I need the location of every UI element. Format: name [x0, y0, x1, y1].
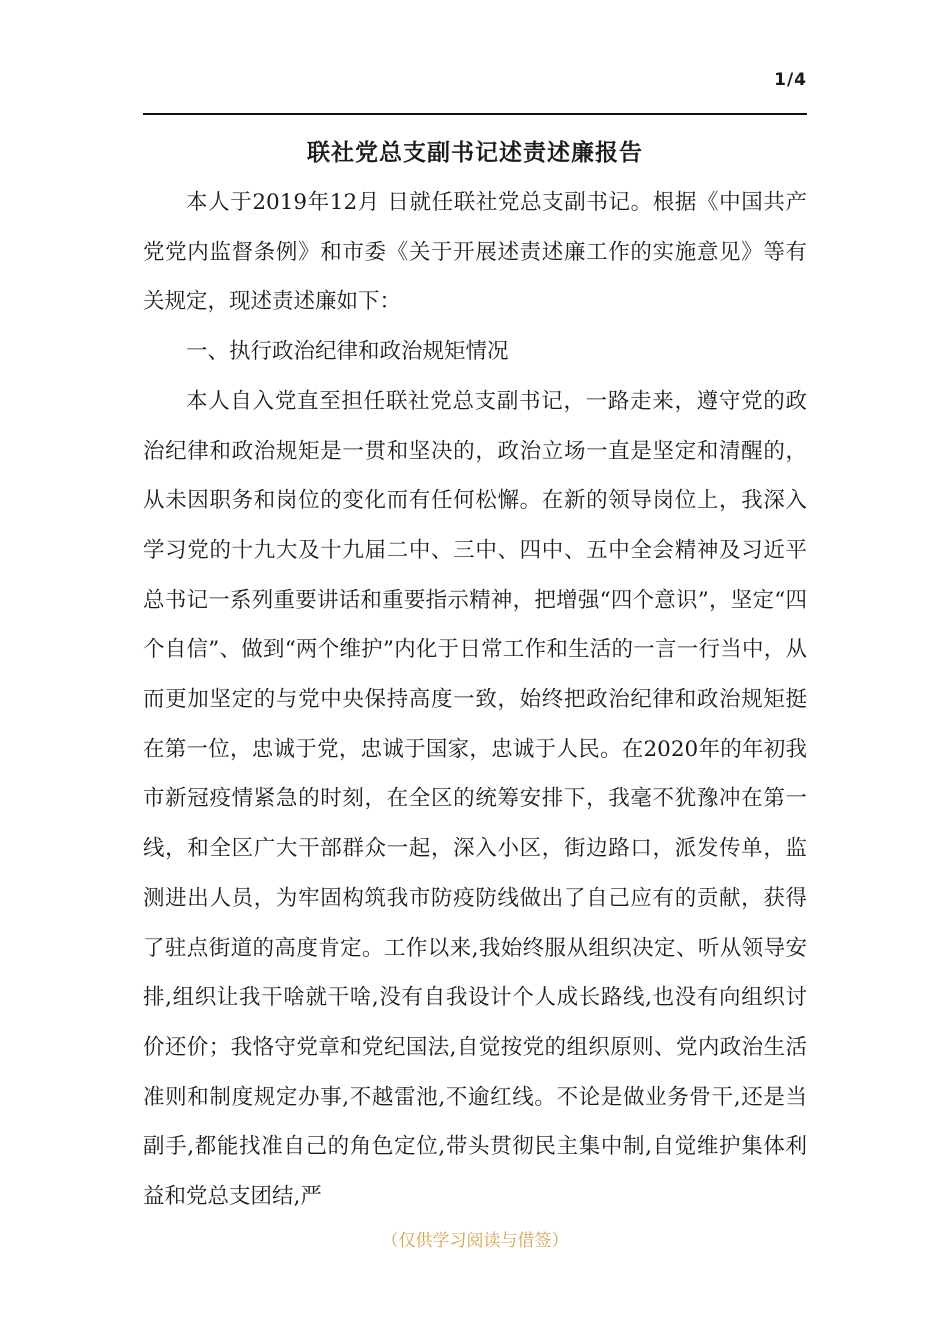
- footer-note: （仅供学习阅读与借签）: [381, 1231, 569, 1251]
- header-divider: [143, 113, 807, 115]
- paragraph-intro: 本人于2019年12月 日就任联社党总支副书记。根据《中国共产党党内监督条例》和市委《关于开展述责述廉工作的实施意见》等有关规定，现述责述廉如下：: [143, 190, 807, 315]
- document-title: 联社党总支副书记述责述廉报告: [307, 140, 643, 166]
- document-body: [143, 178, 807, 1222]
- page-number: 1/4: [774, 70, 807, 90]
- section-heading-1: 一、执行政治纪律和政治规矩情况: [186, 339, 509, 365]
- paragraph-section-1: 本人自入党直至担任联社党总支副书记，一路走来，遵守党的政治纪律和政治规矩是一贯和坚决的，政治立场一直是坚定和清醒的，从未因职务和岗位的变化而有任何松懈。在新的领导岗位上，我深入学习党的十九大及十九届二中、三中、四中、五中全会精神及习近平总书记一系列重要讲话和重要指示精神，把增强“四个意识”，坚定“四个自信”、做到“两个维护”内化于日常工作和生活的一言一行当中，从而更加坚定的与党中央保持高度一致，始终把政治纪律和政治规矩挺在第一位，忠诚于党，忠诚于国家，忠诚于人民。在2020年的年初我市新冠疫情紧急的时刻，在全区的统筹安排下，我毫不犹豫冲在第一线，和全区广大干部群众一起，深入小区，街边路口，派发传单，监测进出人员，为牢固构筑我市防疫防线做出了自己应有的贡献，获得了驻点街道的高度肯定。工作以来,我始终服从组织决定、听从领导安排,组织让我干啥就干啥,没有自我设计个人成长路线,也没有向组织讨价还价；我恪守党章和党纪国法,自觉按党的组织原则、党内政治生活准则和制度规定办事,不越雷池,不逾红线。不论是做业务骨干,还是当副手,都能找准自己的角色定位,带头贯彻民主集中制,自觉维护集体利益和党总支团结,严: [143, 388, 807, 1210]
